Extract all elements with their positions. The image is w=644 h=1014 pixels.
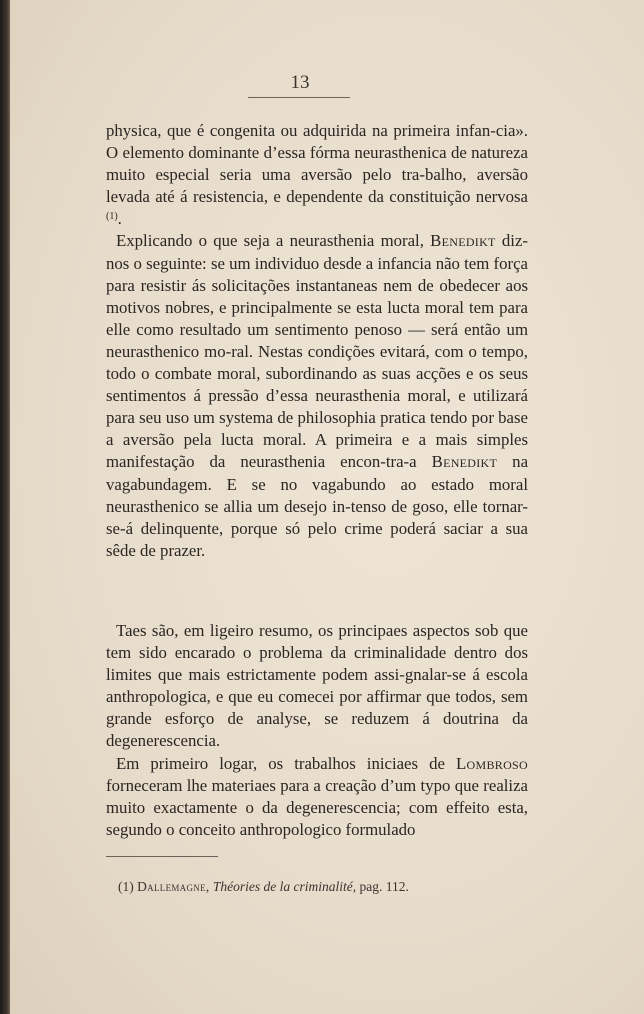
book-page: [10, 0, 644, 1014]
page-number: 13: [290, 72, 310, 93]
paragraph-2: [106, 230, 528, 561]
paragraph-3: Taes são, em ligeiro resumo, os principaes aspectos sob que tem sido encarado o problema da criminalidade dentro dos limites que mais estrictamente podem assi-gnalar-se á escola anthropologica, e que eu comecei por affirmar que todos, sem grande esforço de analyse, se reduzem á doutrina da degenerescencia.: [106, 621, 528, 751]
paragraph-4-text-a: Em primeiro logar, os trabalhos iniciaes de: [116, 753, 445, 773]
paragraph-1-text: physica, que é congenita ou adquirida na primeira infan-cia». O elemento dominante d’essa fórma neurasthenica de natureza muito especial seria uma aversão pelo tra-balho, aversão levada até á resistencia, e dependente da constituição nervosa: [106, 121, 528, 207]
paragraph-2-text-b: diz-nos o seguinte: se um individuo desde a infancia não tem força para resistir ás solicitações instantaneas nem de obedecer aos motivos nobres, e principalmente se esta lucta moral tem para elle como resultado um sentimento penoso — será então um neurasthenico mo-ral. Nestas condições evitará, com o tempo, todo o combate moral, subordinando as suas acções e os seus sentimentos á pressão d’essa neurasthenia moral, e utilizará para seu uso um systema de philosophia pratica tendo por base a aversão pela lucta moral. A primeira e a mais simples manifestação da neurasthenia encon-tra-a: [106, 231, 528, 472]
paragraph-2-text-a: Explicando o que seja a neurasthenia moral,: [116, 231, 424, 251]
footnote-marker: (1): [118, 879, 134, 894]
footnote: [118, 878, 538, 896]
text-block-1: [106, 120, 528, 562]
text-block-2: [106, 620, 528, 841]
author-name-benedikt-2: Benedikt: [431, 452, 498, 472]
author-name-lombroso: Lombroso: [455, 753, 528, 773]
footnote-author: Dallemagne,: [137, 879, 210, 894]
footnote-rule: [106, 856, 218, 857]
paragraph-1: [106, 120, 528, 230]
footnote-reference: (1): [106, 211, 118, 223]
paragraph-1-end: .: [117, 209, 122, 229]
footnote-title: Théories de la criminalité,: [212, 879, 357, 894]
author-name-benedikt: Benedikt: [430, 231, 496, 251]
header-rule: [248, 97, 350, 98]
paragraph-4-text-b: forneceram lhe materiaes para a creação d’um typo que realiza muito exactamente o da degenerescencia; com effeito esta, segundo o conceito anthropologico formulado: [106, 775, 528, 839]
paragraph-2-text-c: na vagabundagem. E se no vagabundo ao estado moral neurasthenico se allia um desejo in-tenso de goso, elle tornar-se-á delinquente, porque só pelo crime poderá saciar a sua sêde de prazer.: [106, 452, 529, 560]
paragraph-4: [106, 753, 528, 841]
footnote-page-ref: pag. 112.: [359, 879, 409, 894]
